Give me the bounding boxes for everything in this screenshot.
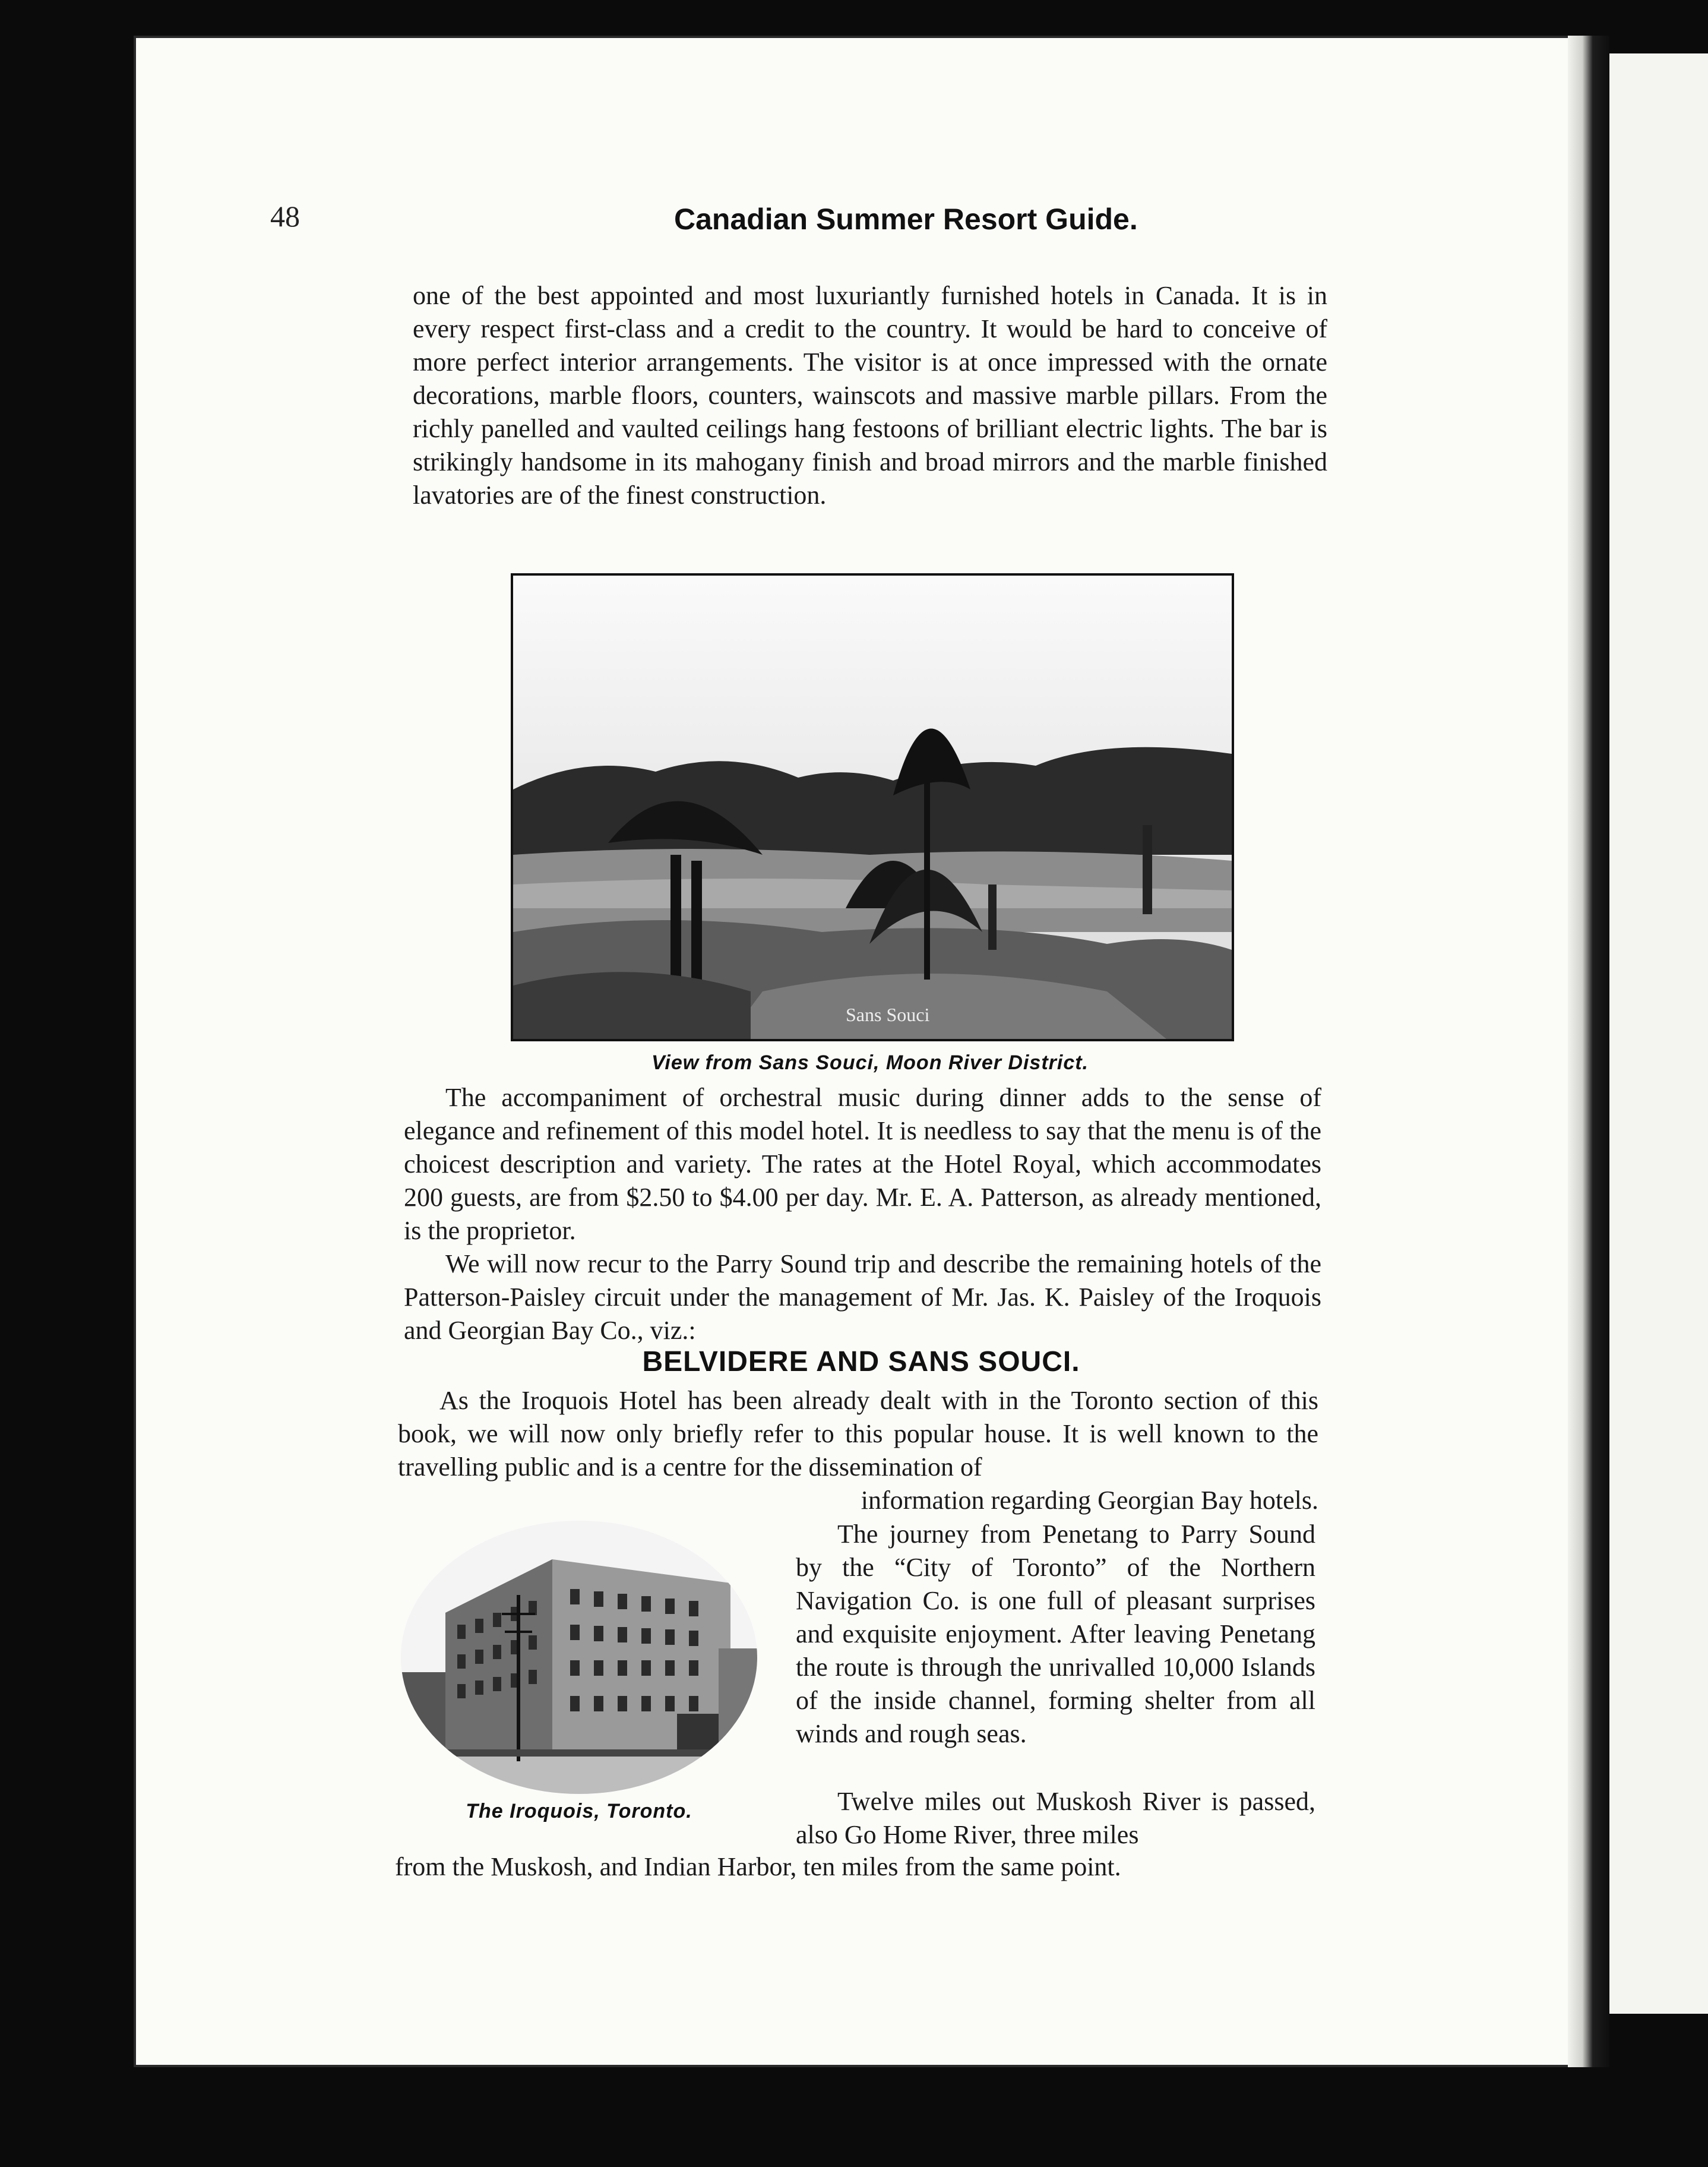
- paragraph-iroquois-hotel: As the Iroquois Hotel has been already dealt with in the Toronto section of this book, we will now only briefly refer to this popular house. It is well known to the travelling public and is a centre for the dissemination of: [398, 1386, 1318, 1481]
- photo-iroquois-hotel: [398, 1518, 760, 1797]
- photo-caption-iroquois: The Iroquois, Toronto.: [466, 1800, 692, 1822]
- paragraph-parry-sound-trip: We will now recur to the Parry Sound trip and describe the remaining hotels of the Patterson-Paisley circuit under the management of Mr. Jas. K. Paisley of the Iroquois and Georgian Bay Co., viz.:: [404, 1249, 1321, 1345]
- facing-page-edge: [1603, 53, 1708, 2014]
- page-binding-shadow: [1568, 36, 1609, 2067]
- page-number: 48: [270, 200, 300, 233]
- photo-caption-sans-souci: View from Sans Souci, Moon River District.: [651, 1051, 1089, 1074]
- running-title: Canadian Summer Resort Guide.: [674, 203, 1138, 236]
- photo-inscription: Sans Souci: [846, 1004, 930, 1025]
- photo-sans-souci-view: [511, 573, 1234, 1041]
- page-header: [270, 169, 1428, 252]
- section-heading: BELVIDERE AND SANS SOUCI.: [642, 1346, 1080, 1378]
- paragraph-muskosh-river: Twelve miles out Muskosh River is passed, also Go Home River, three miles: [796, 1787, 1315, 1849]
- paragraph-penetang-journey: The journey from Penetang to Parry Sound by the “City of Toronto” of the Northern Navigation Co. is one full of pleasant surprises and exquisite enjoyment. After leaving Penetang the route is through the unrivalled 10,000 Islands of the inside channel, forming shelter from all winds and rough seas.: [796, 1520, 1315, 1748]
- paragraph-orchestral-music: The accompaniment of orchestral music during dinner adds to the sense of elegance and refinement of this model hotel. It is needless to say that the menu is of the choicest description and variety. The rates at the Hotel Royal, which accommodates 200 guests, are from $2.50 to $4.00 per day. Mr. E. A. Patterson, as already mentioned, is the proprietor.: [404, 1083, 1321, 1245]
- paragraph-iroquois-hotel-cont: information regarding Georgian Bay hotels.: [861, 1486, 1318, 1515]
- paragraph-muskosh-river-cont: from the Muskosh, and Indian Harbor, ten miles from the same point.: [395, 1852, 1121, 1881]
- paragraph-hotel-interior: one of the best appointed and most luxuriantly furnished hotels in Canada. It is in every respect first-class and a credit to the country. It would be hard to conceive of more perfect interior arrangements. The visitor is at once impressed with the ornate decorations, marble floors, counters, wainscots and massive marble pillars. From the richly panelled and vaulted ceilings hang festoons of brilliant electric lights. The bar is strikingly handsome in its mahogany finish and broad mirrors and the marble finished lavatories are of the finest construction.: [413, 281, 1327, 510]
